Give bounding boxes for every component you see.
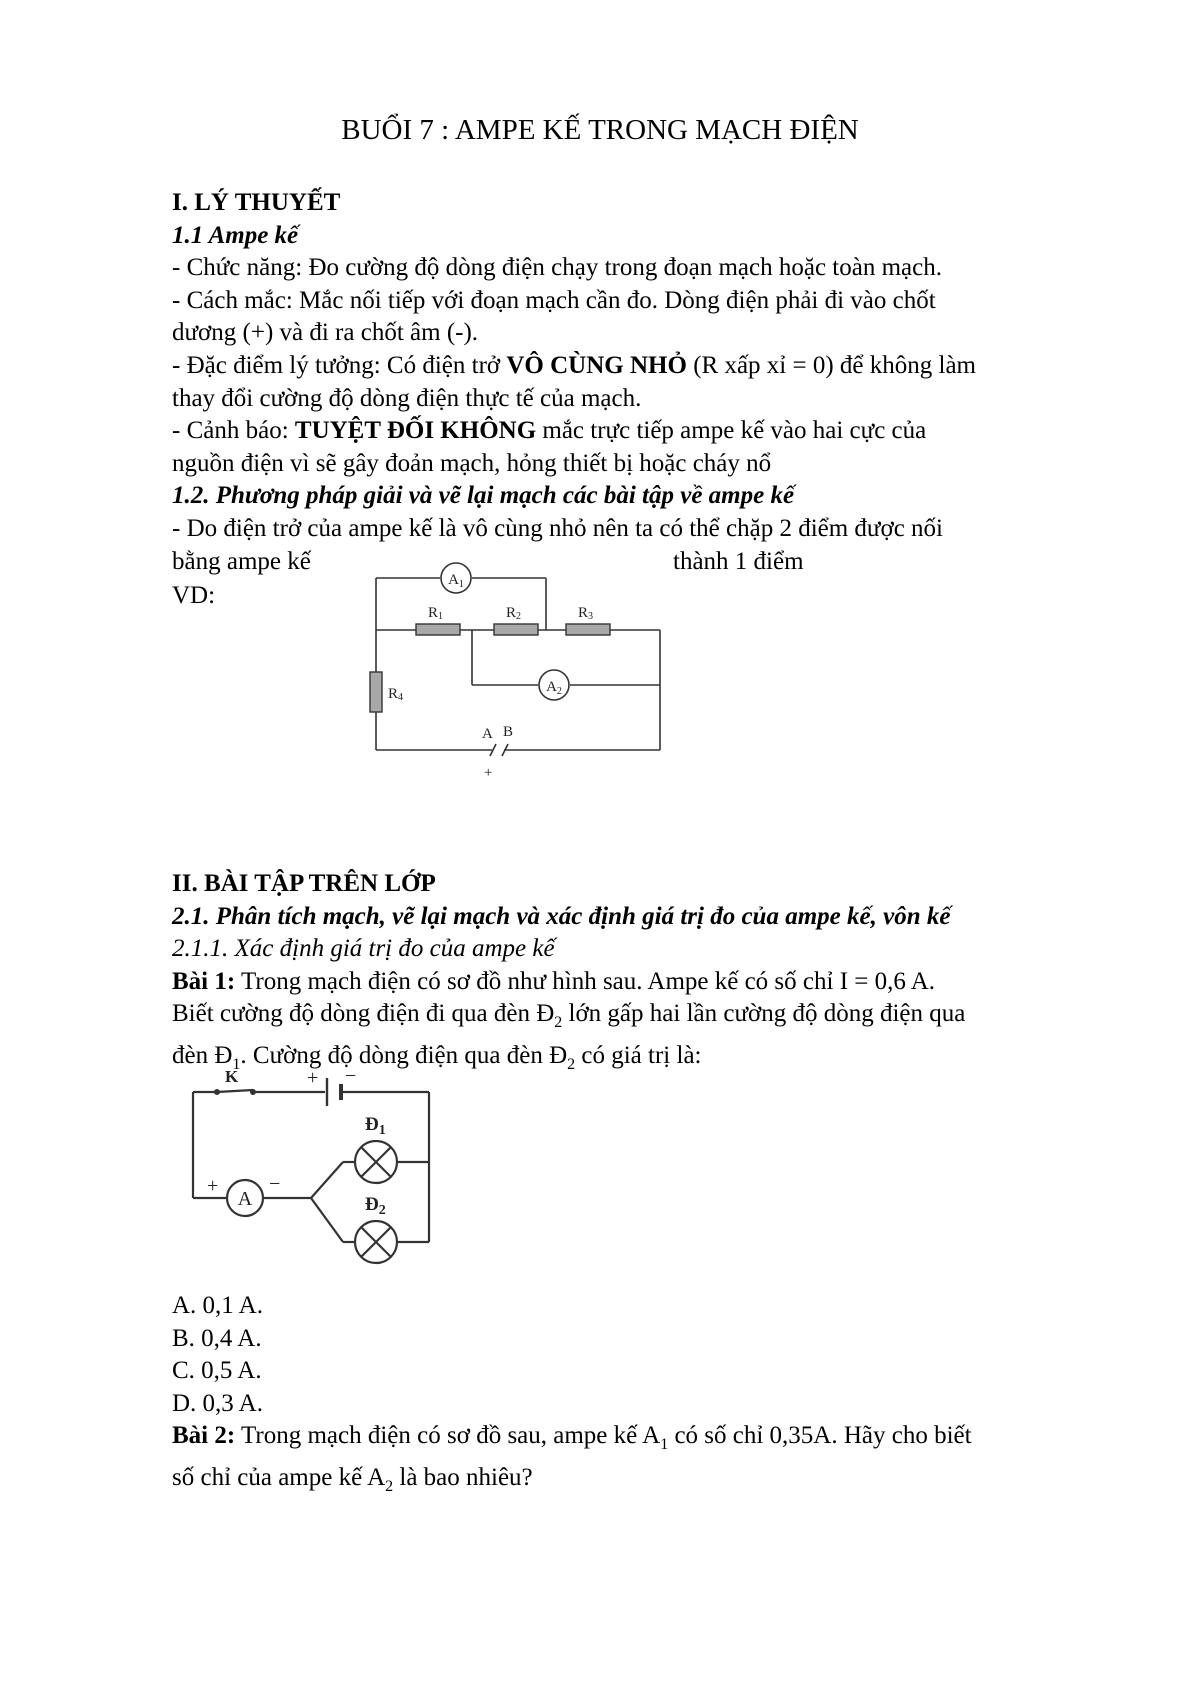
text-line [172,1420,1112,1462]
circuit-diagram-1 [360,560,670,790]
resistor-r4-label: R [388,686,399,702]
subscript: 1 [232,1055,241,1073]
page-title: BUỔI 7 : AMPE KẾ TRONG MẠCH ĐIỆN [341,114,859,146]
text-span: . Cường độ dòng điện qua đèn Đ [240,1041,568,1069]
switch-icon [217,1090,253,1092]
ammeter-a2-label: A [546,679,557,695]
text-span: Trong mạch điện có sơ đồ sau, ampe kế A [235,1422,661,1450]
node-b-label: B [503,724,514,740]
text-span: (R xấp xỉ = 0) để không làm [686,351,976,379]
svg-text:R4 [388,686,403,703]
ammeter-minus: − [269,1173,281,1195]
plus-label: + [484,765,493,781]
svg-text:R3 [578,605,593,622]
example-label: VD: [172,582,216,609]
battery-plus: + [307,1070,319,1089]
text-span: Trong mạch điện có sơ đồ như hình sau. Ampe kế có số chỉ I = 0,6 A. [235,967,936,995]
circuit-diagram-2 [185,1070,445,1270]
text-line: - Cách mắc: Mắc nối tiếp với đoạn mạch cần đo. Dòng điện phải đi vào chốt [172,286,936,314]
resistor-r1-icon [416,624,460,635]
resistor-r1-sub: 1 [438,611,444,622]
text-line [172,966,1112,999]
text-span: đèn Đ [172,1041,233,1069]
text-span: có giá trị là: [575,1041,702,1069]
text-span: là bao nhiêu? [393,1463,533,1491]
resistor-r3-icon [566,624,610,635]
section-theory [172,187,1112,546]
text-line: dương (+) và đi ra chốt âm (-). [172,319,479,347]
svg-text:Đ2 [365,1194,386,1218]
emphasis-text: VÔ CÙNG NHỎ [506,351,687,379]
subscript: 2 [385,1477,394,1495]
svg-text:Đ1 [365,1114,386,1138]
resistor-r4-icon [370,672,382,712]
ammeter-label: A [237,1188,253,1210]
resistor-r1-label: R [428,605,439,621]
subscript: 1 [660,1436,669,1454]
text-span: mắc trực tiếp ampe kế vào hai cực của [536,417,927,445]
text-line: thay đổi cường độ dòng điện thực tế của mạch. [172,384,642,412]
text-span: số chỉ của ampe kế A [172,1463,386,1491]
subsection-heading: 2.1. Phân tích mạch, vẽ lại mạch và xác định giá trị đo của ampe kế, vôn kế [172,902,951,930]
resistor-r2-icon [494,624,538,635]
subsection-heading: 1.1 Ampe kế [172,221,299,249]
text-line: bằng ampe kế [172,548,311,575]
lamp-d2-sub: 2 [378,1203,386,1218]
lamp-d1-sub: 1 [378,1123,386,1138]
text-span: có số chỉ 0,35A. Hãy cho biết [668,1422,972,1450]
text-line [172,415,1112,448]
subscript: 2 [554,1014,563,1032]
text-line: - Chức năng: Đo cường độ dòng điện chạy trong đoạn mạch hoặc toàn mạch. [172,254,942,282]
text-span: Biết cường độ dòng điện đi qua đèn Đ [172,1000,555,1028]
resistor-r2-label: R [506,605,517,621]
text-line [172,350,1112,383]
option-d: D. 0,3 A. [172,1389,263,1417]
ammeter-plus: + [207,1175,219,1197]
emphasis-text: TUYỆT ĐỐI KHÔNG [294,417,537,445]
exercise-label: Bài 2: [172,1422,236,1450]
option-a: A. 0,1 A. [172,1292,263,1319]
resistor-r4-sub: 4 [398,692,404,703]
resistor-r3-sub: 3 [588,611,594,622]
svg-text:R2 [506,605,521,622]
battery-minus: − [345,1070,357,1087]
lamp-d1-label: Đ [365,1114,379,1135]
text-line: nguồn điện vì sẽ gây đoản mạch, hỏng thiết bị hoặc cháy nổ [172,449,772,477]
text-line: thành 1 điểm [673,548,804,575]
option-c: C. 0,5 A. [172,1357,262,1385]
section-heading: I. LÝ THUYẾT [172,189,341,216]
subsection-heading: 1.2. Phương pháp giải và vẽ lại mạch các bài tập về ampe kế [172,482,795,510]
text-line [172,1462,1112,1504]
switch-label: K [225,1070,239,1086]
text-span: - Đặc điểm lý tưởng: Có điện trở [172,351,507,379]
node-a-label: A [482,726,493,742]
ammeter-a1-sub: 1 [458,579,464,590]
section-exercises [172,868,1112,1082]
ammeter-a2-sub: 2 [556,686,562,697]
text-span: - Cảnh báo: [172,417,295,445]
resistor-r2-sub: 2 [516,611,522,622]
subscript: 2 [567,1055,576,1073]
section-heading: II. BÀI TẬP TRÊN LỚP [172,870,436,897]
exercise-answers [172,1290,1112,1504]
subsection-heading: 2.1.1. Xác định giá trị đo của ampe kế [172,935,555,963]
svg-text:R1 [428,605,443,622]
ammeter-a1-label: A [448,572,459,588]
exercise-label: Bài 1: [172,967,236,995]
lamp-d2-label: Đ [365,1194,379,1215]
resistor-r3-label: R [578,605,589,621]
text-span: lớn gấp hai lần cường độ dòng điện qua [562,1000,966,1028]
option-b: B. 0,4 A. [172,1324,262,1352]
text-line [172,998,1112,1040]
text-line: - Do điện trở của ampe kế là vô cùng nhỏ nên ta có thể chặp 2 điểm được nối [172,514,943,542]
